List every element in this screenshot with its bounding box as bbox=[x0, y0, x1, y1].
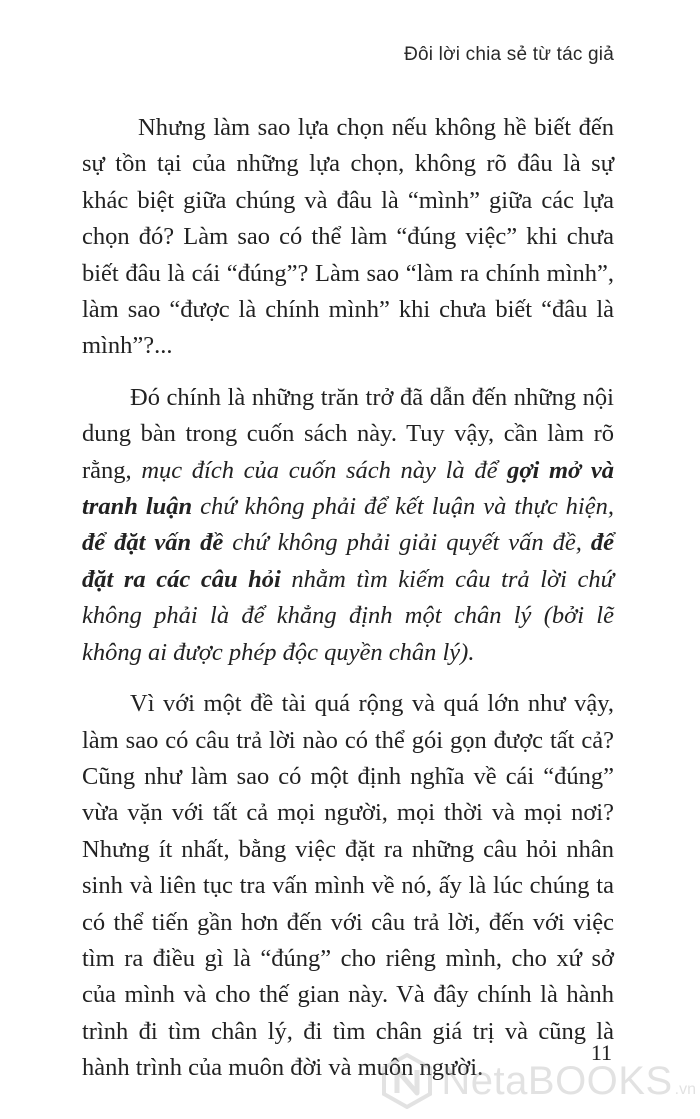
paragraph-2-run-8: nhằm tìm kiếm câu trả lời chứ không phải là để khẳng định một chân lý (bởi lẽ không ai được phép độc quyền chân lý). bbox=[82, 565, 614, 666]
paragraph-2-run-4: chứ không phải để kết luận và thực hiện, bbox=[192, 493, 614, 521]
paragraph-3-run-1: Vì với một đề tài quá rộng và quá lớn như vậy, làm sao có câu trả lời nào có thể gói gọn được tất cả? Cũng như làm sao có một định nghĩa về cái “đúng” vừa vặn với tất cả mọi người, mọi thời và mọi nơi? Nhưng ít nhất, bằng việc đặt ra những câu hỏi nhân sinh và liên tục tra vấn mình về nó, ấy là lúc chúng ta có thể tiến gần hơn đến với câu trả lời, đến với việc tìm ra điều gì là “đúng” cho riêng mình, cho xứ sở của mình và cho thế gian này. Và đây chính là hành trình đi tìm chân lý, đi tìm chân giá trị và cũng là hành trình của muôn đời và muôn người. bbox=[82, 690, 614, 1082]
paragraph-2-run-6: chứ không phải giải quyết vấn đề, bbox=[223, 529, 591, 557]
paragraph-2-run-7: để đặt ra các câu hỏi bbox=[82, 529, 614, 593]
page-number: 11 bbox=[590, 1040, 612, 1065]
paragraph-2 bbox=[82, 380, 614, 671]
body-text bbox=[82, 110, 614, 1087]
watermark bbox=[381, 1053, 696, 1109]
paragraph-3 bbox=[82, 686, 614, 1086]
paragraph-2-run-2: mục đích của cuốn sách này là để bbox=[141, 456, 508, 484]
paragraph-1-run-1: Nhưng làm sao lựa chọn nếu không hề biết đến sự tồn tại của những lựa chọn, không rõ đâu là sự khác biệt giữa chúng và đâu là “mình” giữa các lựa chọn đó? Làm sao có thể làm “đúng việc” khi chưa biết đâu là cái “đúng”? Làm sao “làm ra chính mình”, làm sao “được là chính mình” khi chưa biết “đâu là mình”?... bbox=[82, 114, 614, 360]
watermark-suffix: .vn bbox=[674, 1081, 696, 1098]
netabooks-logo-icon bbox=[381, 1053, 433, 1109]
paragraph-2-run-1: Đó chính là những trăn trở đã dẫn đến những nội dung bàn trong cuốn sách này. Tuy vậy, cần làm rõ rằng, bbox=[82, 383, 614, 484]
paragraph-1 bbox=[82, 110, 614, 365]
running-header: Đôi lời chia sẻ từ tác giả bbox=[404, 44, 614, 65]
watermark-brand: NetaBOOKS bbox=[441, 1058, 673, 1103]
paragraph-2-run-3: gợi mở và tranh luận bbox=[82, 456, 614, 521]
paragraph-2-run-5: để đặt vấn đề bbox=[82, 529, 224, 557]
